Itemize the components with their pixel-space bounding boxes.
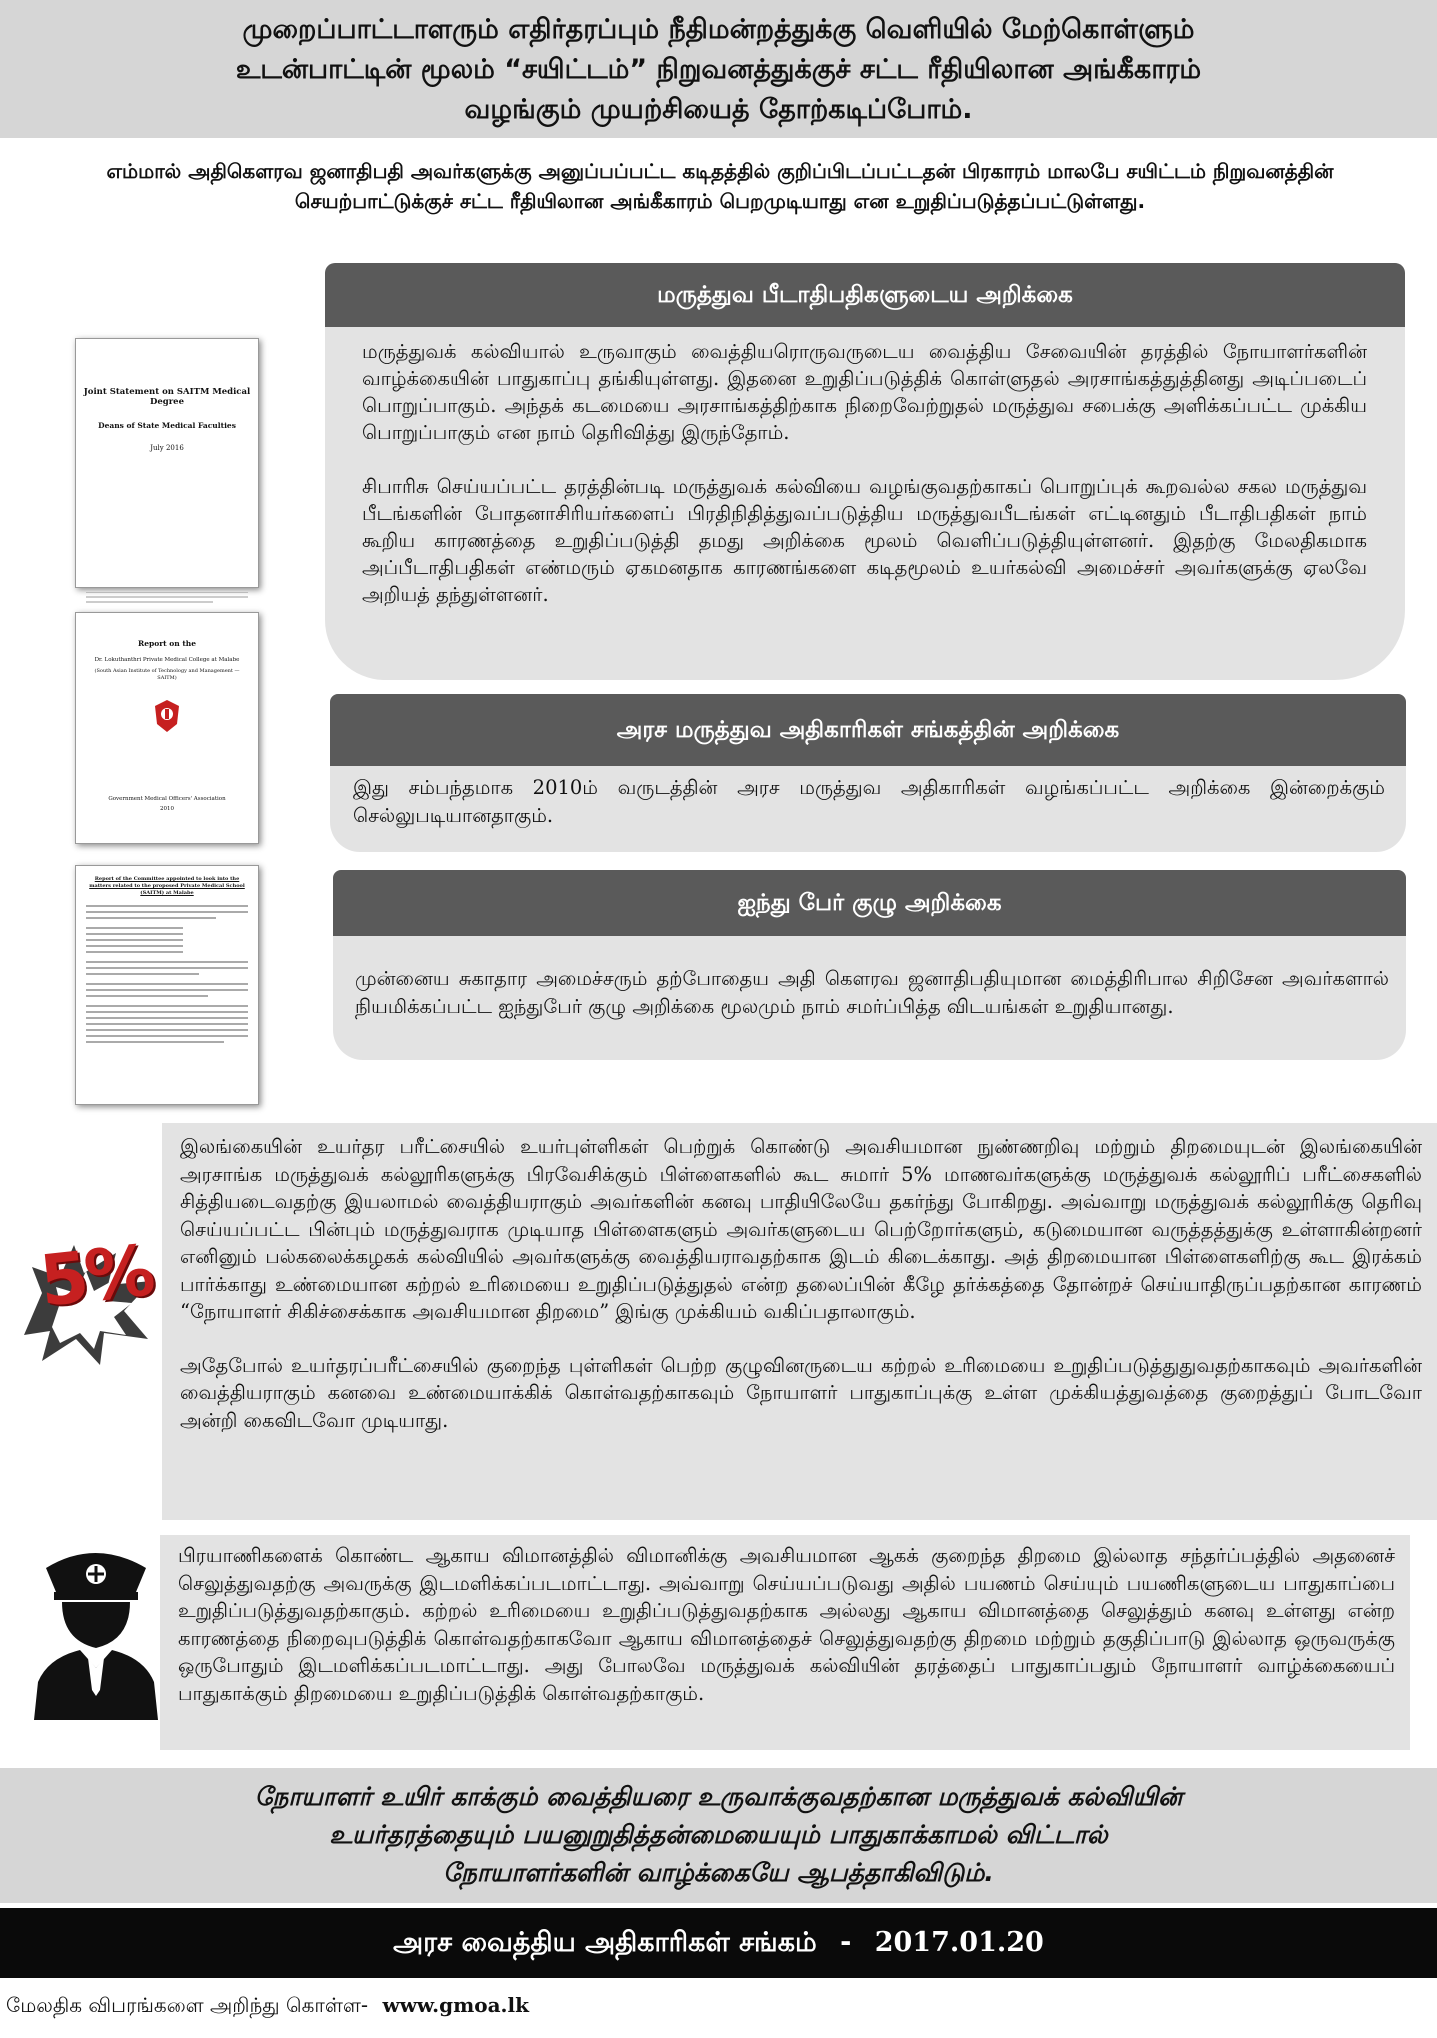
thumb2-title: Report on the (137, 639, 197, 648)
gmoa-report-card (330, 694, 1406, 852)
five-percent-paragraph-1: இலங்கையின் உயர்தர பரீட்சையில் உயர்புள்ளிகள் பெற்றுக் கொண்டு அவசியமான நுண்ணறிவு மற்றும் திறமையுடன் இலங்கையின் அரசாங்க மருத்துவக் கல்லூரிகளுக்கு பிரவேசிக்கும் பிள்ளைகளில் கூட சுமார் 5% மாணவர்களுக்கு மருத்துவக் கல்லூரிப் பரீட்சைகளில் சித்தியடைவதற்கு இயலாமல் வைத்தியராகும் அவர்களின் கனவு பாதியிலேயே தகர்ந்து போகிறது. அவ்வாறு மருத்துவக் கல்லூரிக்கு தெரிவு செய்யப்பட்ட பின்பும் மருத்துவராக முடியாத பிள்ளைகளும் அவர்களுடைய பெற்றோர்களும், கடுமையான வருத்தத்துக்கு உள்ளாகின்றனர் எனினும் பல்கலைக்கழகக் கல்வியில் அவர்களுக்கு வைத்தியராவதற்காக இடம் கிடைக்காது. அத் திறமையான பிள்ளைகளிற்கு கூட இரக்கம் பார்க்காது உண்மையான கற்றல் உரிமையை உறுதிப்படுத்துதல் என்ற தலைப்பின் கீழே தர்க்கத்தை தோன்றச் செய்யாதிருப்பதற்கான காரணம் “நோயாளர் சிகிச்சைக்காக அவசியமான திறமை” இங்கு முக்கியம் வகிப்பதாலாகும். (180, 1135, 1422, 1323)
five-member-report-heading: ஐந்து பேர் குழு அறிக்கை (333, 870, 1406, 936)
five-percent-block (162, 1123, 1437, 1520)
five-percent-badge-icon (12, 1215, 172, 1375)
deans-report-card (325, 263, 1405, 680)
closing-line-1: நோயாளர் உயிர் காக்கும் வைத்தியரை உருவாக்குவதற்கான மருத்துவக் கல்வியின் (254, 1782, 1183, 1811)
website-link[interactable]: www.gmoa.lk (382, 1993, 529, 2017)
pilot-icon (28, 1540, 163, 1720)
thumb2-org: Government Medical Officers' Association (108, 796, 226, 802)
thumb3-text-lines (86, 905, 248, 1043)
header-title-line-3: வழங்கும் முயற்சியைத் தோற்கடிப்போம். (464, 94, 973, 125)
thumb3-title: Report of the Committee appointed to look into the matters related to the proposed Private Medical School (SAITM) at Malabe (89, 876, 245, 896)
footer-bar (0, 1908, 1437, 1978)
thumb2-line2: Dr. Lokuthanthri Private Medical College at Malabe (94, 657, 240, 663)
more-info-line (6, 1993, 529, 2020)
footer-org: அரச வைத்திய அதிகாரிகள் சங்கம் (393, 1927, 817, 1958)
deans-statement-thumbnail (75, 338, 259, 588)
five-percent-paragraph-2: அதேபோல் உயர்தரப்பரீட்சையில் குறைந்த புள்ளிகள் பெற்ற குழுவினருடைய கற்றல் உரிமையை உறுதிப்படுத்துதுவதற்காகவும் அவர்களின் வைத்தியராகும் கனவை உண்மையாக்கிக் கொள்வதற்காகவும் நோயாளர் பாதுகாப்புக்கு உள்ள முக்கியத்துவத்தை குறைத்துப் போடவோ அன்றி கைவிடவோ முடியாது. (180, 1353, 1422, 1432)
five-member-report-card (333, 870, 1406, 1060)
thumb1-title: Joint Statement on SAITM Medical Degree (83, 387, 251, 407)
deans-report-heading: மருத்துவ பீடாதிபதிகளுடைய அறிக்கை (325, 263, 1405, 327)
deans-report-paragraph-2: சிபாரிசு செய்யப்பட்ட தரத்தின்படி மருத்துவக் கல்வியை வழங்குவதற்காகப் பொறுப்புக் கூறவல்ல சகல மருத்துவ பீடங்களின் போதனாசிரியர்களைப் பிரதிநிதித்துவப்படுத்திய மருத்துவபீடங்கள் எட்டினதும் பீடாதிபதிகள் நாம் கூறிய காரணத்தை உறுதிப்படுத்தி தமது அறிக்கை மூலம் வெளிப்படுத்தியுள்ளனர். இதற்கு மேலதிகமாக அப்பீடாதிபதிகள் எண்மரும் ஏகமனதாக காரணங்களை கடிதமூலம் உயர்கல்வி அமைச்சர் அவர்களுக்கு ஏலவே அறியத் தந்துள்ளனர். (362, 475, 1367, 606)
footer-date: 2017.01.20 (874, 1927, 1044, 1958)
five-member-report-thumbnail (75, 865, 259, 1105)
five-member-report-body: முன்னைய சுகாதார அமைச்சரும் தற்போதைய அதி கௌரவ ஜனாதிபதியுமான மைத்திரிபால சிறிசேன அவர்களால் நியமிக்கப்பட்ட ஐந்துபேர் குழு அறிக்கை மூலமும் நாம் சமர்ப்பித்த விடயங்கள் உறுதியானது. (355, 967, 1389, 1018)
pilot-paragraph: பிரயாணிகளைக் கொண்ட ஆகாய விமானத்தில் விமானிக்கு அவசியமான ஆகக் குறைந்த திறமை இல்லாத சந்தர்ப்பத்தில் அதனைச் செலுத்துவதற்கு அவருக்கு இடமளிக்கப்படமாட்டாது. அவ்வாறு செய்யப்படுவது அதில் பயணம் செய்யும் பயணிகளுடைய பாதுகாப்பை உறுதிப்படுத்துவதற்காகும். கற்றல் உரிமையை உறுதிப்படுத்துவதற்காக அல்லது ஆகாய விமானத்தை செலுத்தும் கனவு உள்ளது என்ற காரணத்தை நிறைவுபடுத்திக் கொள்வதற்காகவோ ஆகாய விமானத்தைச் செலுத்துவதற்கு திறமை மற்றும் தகுதிப்பாடு இல்லாத ஒருவருக்கு ஒருபோதும் இடமளிக்கப்படமாட்டாது. அது போலவே மருத்துவக் கல்வியின் தரத்தைப் பாதுகாப்பதும் நோயாளர் வாழ்க்கையைப் பாதுகாக்கும் திறமையை உறுதிப்படுத்திக் கொள்வதற்காகும். (178, 1544, 1395, 1705)
footer-separator: - (840, 1927, 852, 1958)
header-title-line-1: முறைப்பாட்டாளரும் எதிர்தரப்பும் நீதிமன்றத்துக்கு வெளியில் மேற்கொள்ளும் (242, 14, 1195, 45)
closing-line-2: உயர்தரத்தையும் பயனுறுதித்தன்மையையும் பாதுகாக்காமல் விட்டால் (329, 1820, 1108, 1849)
closing-line-3: நோயாளர்களின் வாழ்க்கையே ஆபத்தாகிவிடும். (443, 1858, 994, 1887)
deans-report-paragraph-1: மருத்துவக் கல்வியால் உருவாகும் வைத்தியரொருவருடைய வைத்திய சேவையின் தரத்தில் நோயாளர்களின் வாழ்க்கையின் பாதுகாப்பு தங்கியுள்ளது. இதனை உறுதிப்படுத்திக் கொள்ளுதல் அரசாங்கத்துத்தினது அடிப்படைப் பொறுப்பாகும். அந்தக் கடமையை அரசாங்கத்திற்காக நிறைவேற்றுதல் மருத்துவ சபைக்கு அளிக்கப்பட்ட முக்கிய பொறுப்பாகும் என நாம் தெரிவித்து இருந்தோம். (362, 340, 1367, 444)
gmoa-report-body: இது சம்பந்தமாக 2010ம் வருடத்தின் அரச மருத்துவ அதிகாரிகள் வழங்கப்பட்ட அறிக்கை இன்றைக்கும் செல்லுபடியானதாகும். (353, 776, 1385, 827)
thumb2-line3: (South Asian Institute of Technology and Management — SAITM) (94, 668, 240, 681)
gmoa-report-heading: அரச மருத்துவ அதிகாரிகள் சங்கத்தின் அறிக்கை (330, 694, 1406, 766)
header-title-line-2: உடன்பாட்டின் மூலம் “சயிட்டம்” நிறுவனத்துக்குச் சட்ட ரீதியிலான அங்கீகாரம் (235, 54, 1202, 85)
deans-report-body (362, 338, 1367, 608)
gmoa-report-thumbnail (75, 612, 259, 844)
more-info-label: மேலதிக விபரங்களை அறிந்து கொள்ள- (6, 1993, 369, 2017)
thumb2-year: 2010 (160, 806, 174, 812)
thumb1-footnote-line (86, 601, 213, 603)
page-header (0, 0, 1437, 138)
thumb1-footnote-line (86, 596, 248, 598)
gmoa-emblem-icon (152, 698, 182, 734)
intro-statement: எம்மால் அதிகௌரவ ஜனாதிபதி அவர்களுக்கு அனுப்பப்பட்ட கடிதத்தில் குறிப்பிடப்பட்டதன் பிரகாரம் மாலபே சயிட்டம் நிறுவனத்தின் செயற்பாட்டுக்குச் சட்ட ரீதியிலான அங்கீகாரம் பெறமுடியாது என உறுதிப்படுத்தப்பட்டுள்ளது. (106, 159, 1334, 213)
pilot-block (160, 1535, 1410, 1750)
closing-banner (0, 1768, 1437, 1903)
thumb1-date: July 2016 (150, 444, 184, 452)
thumb1-subtitle: Deans of State Medical Faculties (98, 421, 236, 430)
five-percent-badge-text: 5% (36, 1229, 155, 1323)
